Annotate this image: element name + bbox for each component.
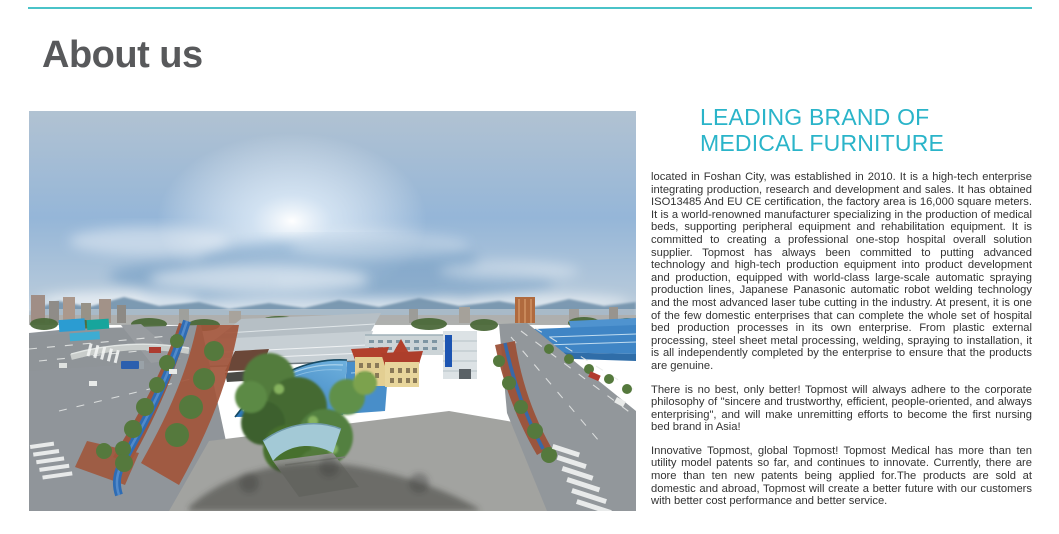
sky <box>29 111 636 325</box>
about-paragraph-3: Innovative Topmost, global Topmost! Topmost Medical has more than ten utility model patents so far, and continues to innovate. Currently, there are more than ten new patents being applied for.The products are sold at domestic and abroad, Topmost will create a better future with our customers with better cost performance and better service. <box>651 444 1032 508</box>
construction-tower <box>515 297 535 323</box>
top-divider-rule <box>28 7 1032 9</box>
factory-panorama-illustration <box>29 111 636 511</box>
about-paragraph-2: There is no best, only better! Topmost will always adhere to the corporate philosophy of "sincere and trustworthy, efficient, people-oriented, and always enterprising", and will make unremitting efforts to become the first nursing bed brand in Asia! <box>651 383 1032 434</box>
section-heading-line2: MEDICAL FURNITURE <box>700 130 945 156</box>
blue-vertical-sign <box>445 335 452 367</box>
page-title: About us <box>42 34 203 76</box>
about-text-column <box>651 104 1032 508</box>
white-tower-building <box>443 331 477 379</box>
about-paragraph-1: located in Foshan City, was established in 2010. It is a high-tech enterprise integrating production, research and development and sales. It has obtained ISO13485 And EU CE certification, the factory area is 16,000 square meters. It is a world-renowned manufacturer specializing in the production of medical beds, supporting peripheral equipment and rehabilitation equipment. It is committed to creating a professional one-stop hospital overall solution supplier. Topmost has always been committed to putting advanced technology and high-tech production equipment into product development and production, equipped with world-class large-scale automatic spraying production lines, Japanese Panasonic automatic robot welding technology and the most advanced laser tube cutting in the industry. At present, it is one of the few domestic enterprises that can complete the whole set of hospital bed production processes in its own enterprise. From plastic external processing, steel sheet metal processing, welding, spraying to installation, it is all independently completed by the enterprise to ensure that the products are genuine. <box>651 171 1032 372</box>
section-heading-line1: LEADING BRAND OF <box>700 104 930 130</box>
section-heading <box>700 104 1032 156</box>
factory-panorama-photo <box>29 111 636 511</box>
